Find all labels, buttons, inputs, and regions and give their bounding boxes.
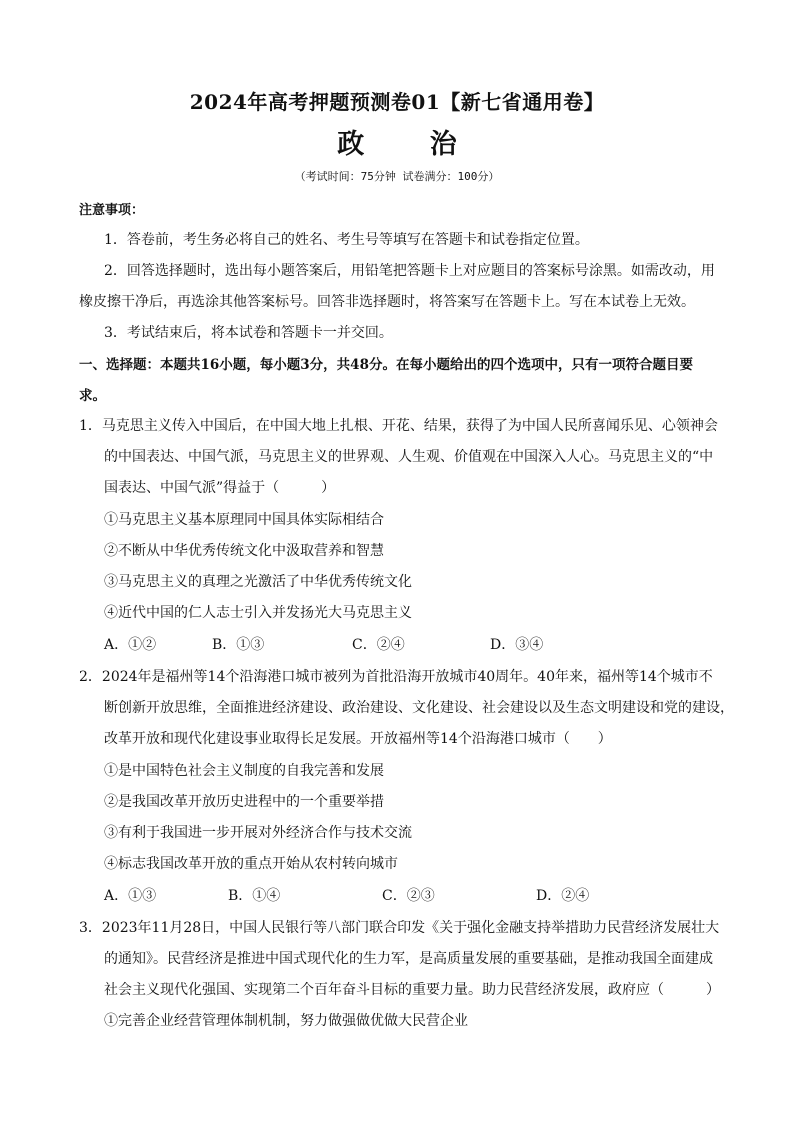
notice-item: 橡皮擦干净后，再选涂其他答案标号。回答非选择题时，将答案写在答题卡上。写在本试卷上无效。 [79,294,695,310]
question-1-stem: 1．马克思主义传入中国后，在中国大地上扎根、开花、结果，获得了为中国人民所喜闻乐见、心领神会 [79,418,718,434]
question-1-statement: ④近代中国的仁人志士引入并发扬光大马克思主义 [104,605,412,621]
option-b[interactable]: B．①④ [228,888,281,904]
question-2-stem: 2．2024年是福州等14个沿海港口城市被列为首批沿海开放城市40周年。40年来，福州等14个城市不 [79,669,713,685]
question-2-stem: 断创新开放思维，全面推进经济建设、政治建设、文化建设、社会建设以及生态文明建设和党的建设， [104,700,734,716]
question-2-statement: ①是中国特色社会主义制度的自我完善和发展 [104,763,384,779]
question-3-stem: 社会主义现代化强国、实现第二个百年奋斗目标的重要力量。助力民营经济发展，政府应（ ） [104,982,720,998]
question-1-stem: 的中国表达、中国气派，马克思主义的世界观、人生观、价值观在中国深入人心。马克思主义的“中 [104,449,714,465]
option-c[interactable]: C．②③ [382,888,435,904]
notice-item: 3．考试结束后，将本试卷和答题卡一并交回。 [104,325,393,341]
section-heading: 一、选择题：本题共16小题，每小题3分，共48分。在每小题给出的四个选项中，只有一项符合题目要 [79,357,693,373]
question-1-stem: 国表达、中国气派”得益于（ ） [104,480,336,496]
notice-item: 1．答卷前，考生务必将自己的姓名、考生号等填写在答题卡和试卷指定位置。 [104,232,589,248]
option-c[interactable]: C．②④ [352,637,405,653]
question-1-statement: ②不断从中华优秀传统文化中汲取营养和智慧 [104,543,384,559]
option-d[interactable]: D．②④ [536,888,590,904]
subject-title: 政 治 [337,129,485,160]
exam-title: 2024年高考押题预测卷01【新七省通用卷】 [189,90,605,114]
option-b[interactable]: B．①③ [212,637,265,653]
question-2-statement: ④标志我国改革开放的重点开始从农村转向城市 [104,856,398,872]
question-3-stem: 3．2023年11月28日，中国人民银行等八部门联合印发《关于强化金融支持举措助力民营经济发展壮大 [79,920,720,936]
notice-item: 2．回答选择题时，选出每小题答案后，用铅笔把答题卡上对应题目的答案标号涂黑。如需改动，用 [104,263,715,279]
option-a[interactable]: A．①③ [104,888,157,904]
question-1-statement: ①马克思主义基本原理同中国具体实际相结合 [104,512,384,528]
exam-meta: （考试时间：75分钟 试卷满分：100分） [294,170,500,183]
notice-heading: 注意事项： [79,203,145,218]
question-3-stem: 的通知》。民营经济是推进中国式现代化的生力军，是高质量发展的重要基础，是推动我国全面建成 [104,951,713,967]
question-2-statement: ③有利于我国进一步开展对外经济合作与技术交流 [104,825,412,841]
section-heading-cont: 求。 [79,388,106,404]
question-1-statement: ③马克思主义的真理之光激活了中华优秀传统文化 [104,574,412,590]
question-2-stem: 改革开放和现代化建设事业取得长足发展。开放福州等14个沿海港口城市（ ） [104,731,612,747]
option-a[interactable]: A．①② [104,637,157,653]
option-d[interactable]: D．③④ [490,637,544,653]
question-2-statement: ②是我国改革开放历史进程中的一个重要举措 [104,794,384,810]
question-3-statement: ①完善企业经营管理体制机制，努力做强做优做大民营企业 [104,1013,468,1029]
